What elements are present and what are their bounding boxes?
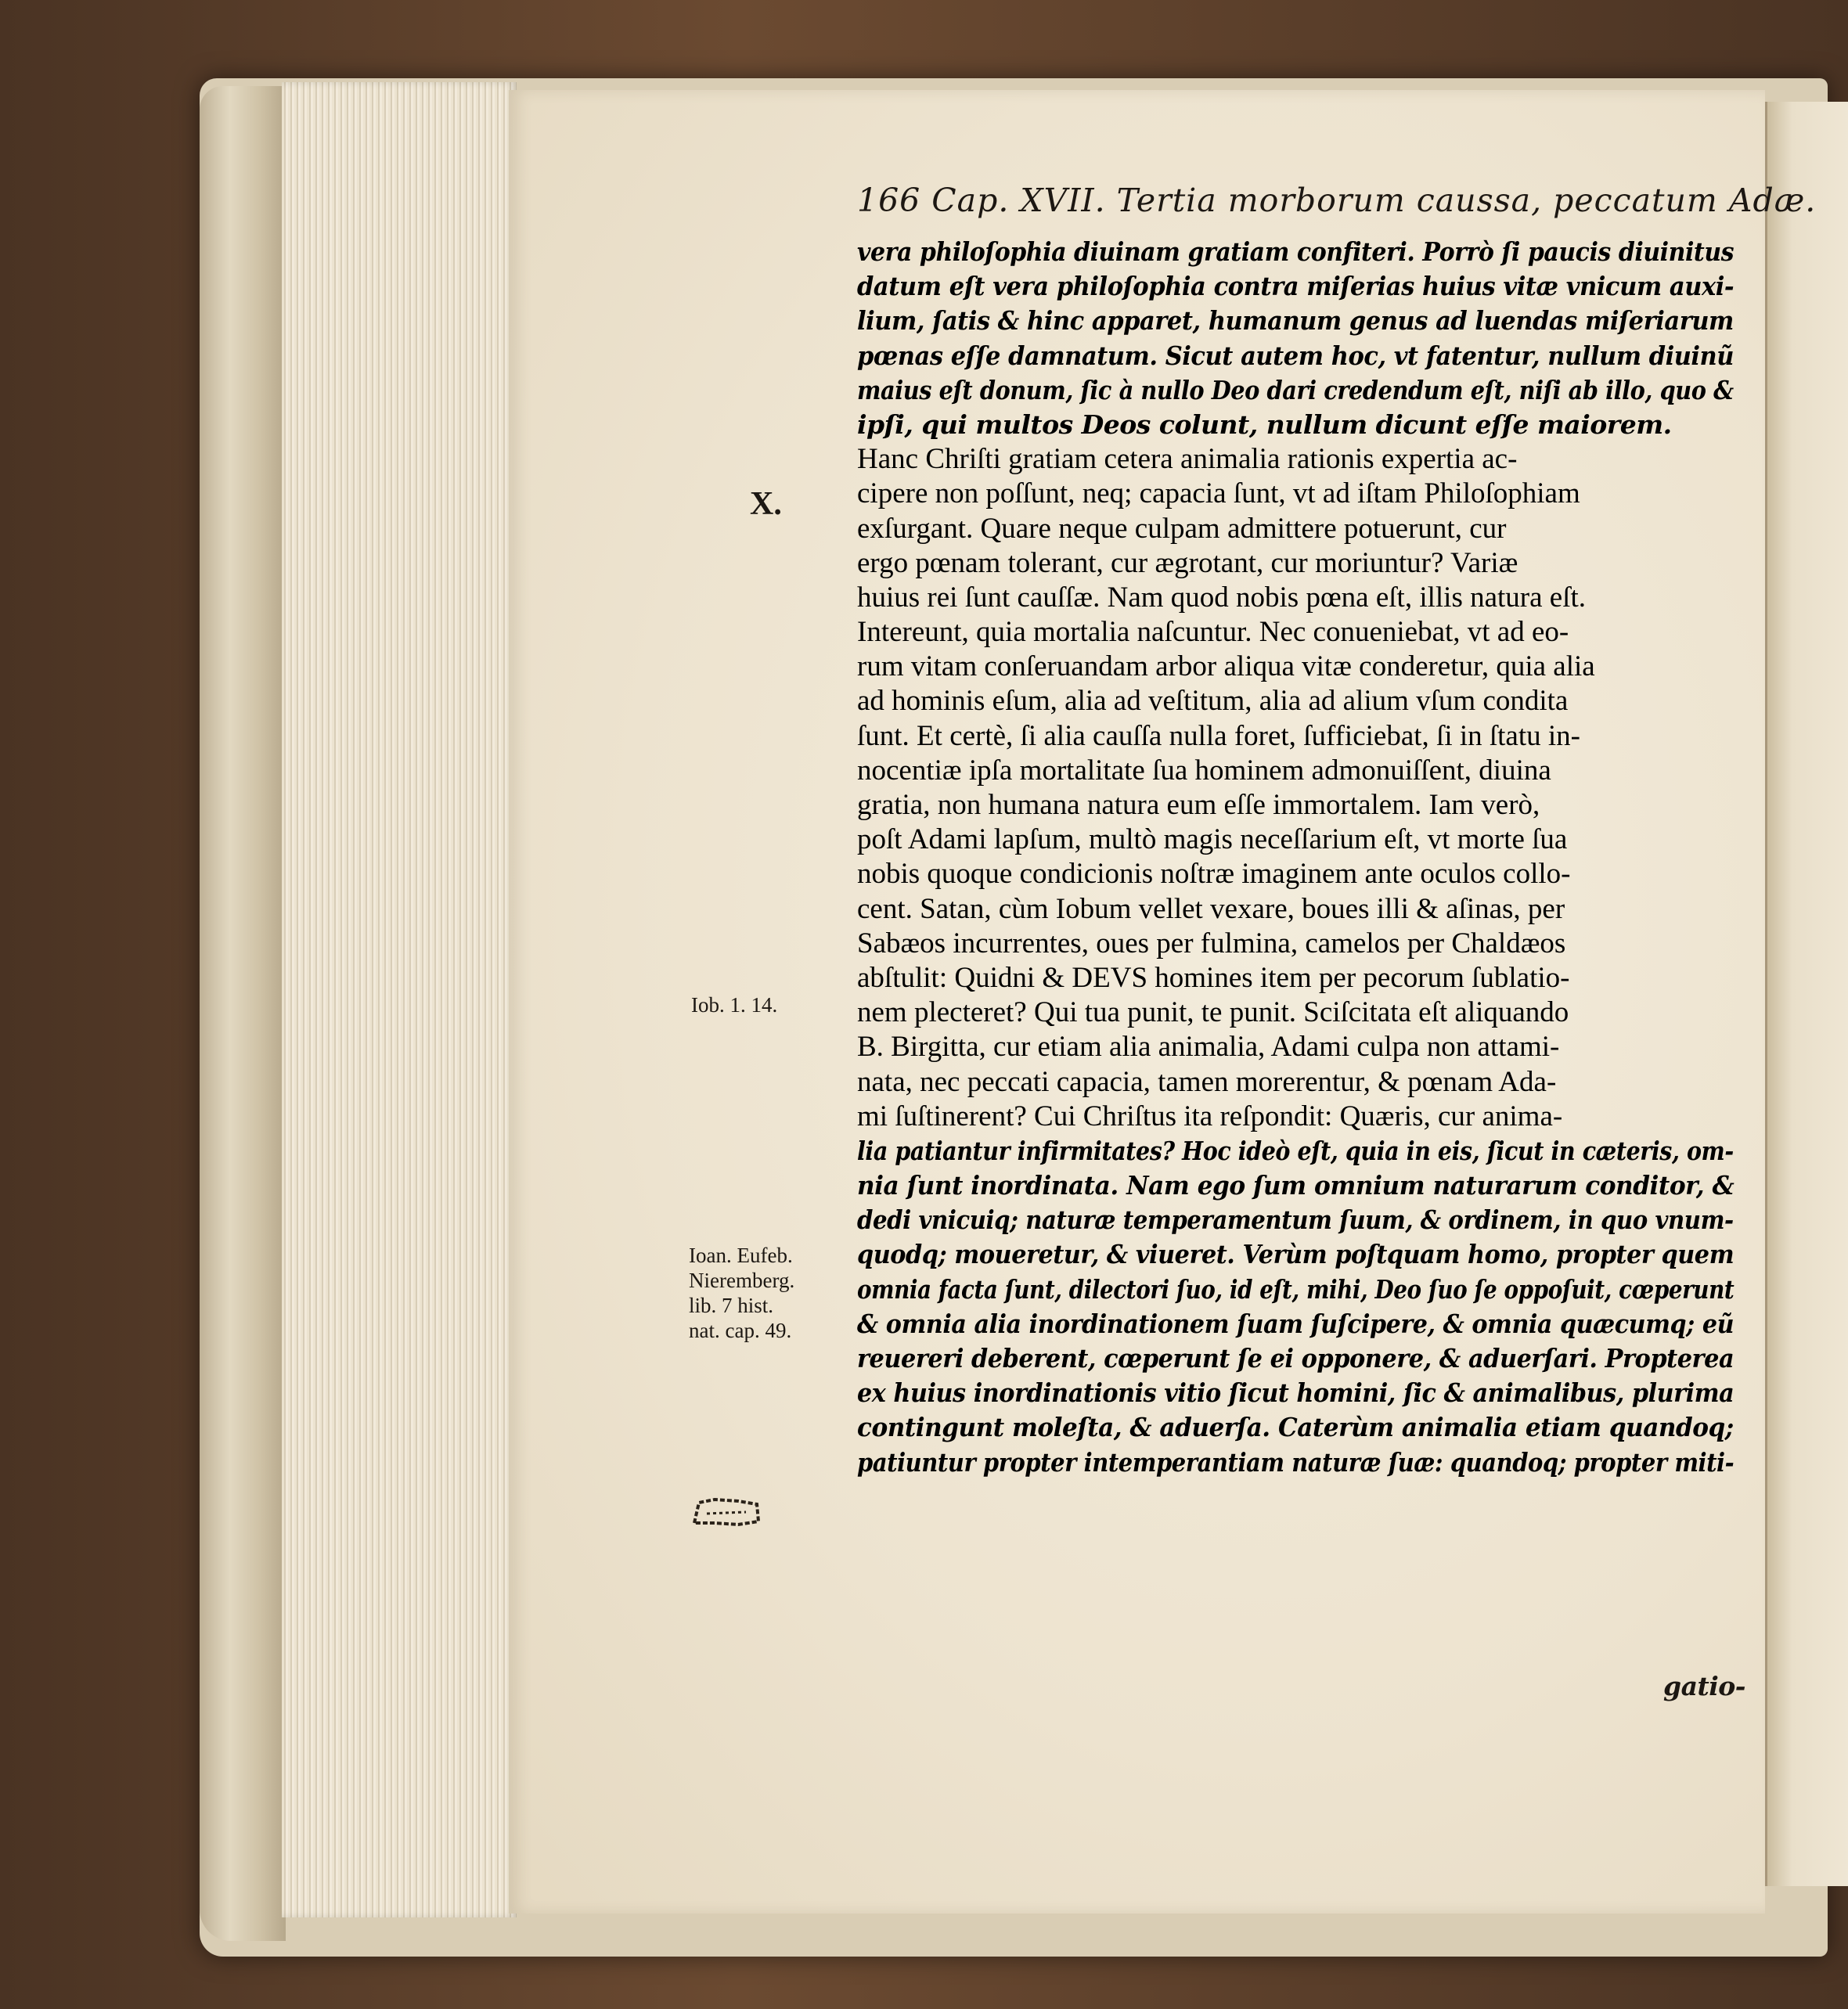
text-line: contingunt moleſta, & aduerſa. Caterùm animalia etiam quandoq;	[857, 1412, 1734, 1443]
margin-section-number: X.	[750, 486, 782, 522]
page-edges	[282, 82, 517, 1917]
text-line: nia ſunt inordinata. Nam ego ſum omnium naturarum conditor, &	[857, 1170, 1735, 1201]
text-line: poſt Adami lapſum, multò magis neceſſarium eſt, vt morte ſua	[857, 823, 1568, 856]
running-head: 166 Cap. XVII. Tertia morborum caussa, peccatum Adæ.	[857, 182, 1817, 219]
text-line: patiuntur propter intemperantiam naturæ ſuæ: quandoq; propter miti-	[857, 1446, 1735, 1478]
text-line: rum vitam conſeruandam arbor aliqua vitæ conderetur, quia alia	[857, 650, 1595, 683]
text-line: ex huius inordinationis vitio ſicut homini, ſic & animalibus, plurima	[857, 1377, 1735, 1409]
margin-reference-nieremberg	[689, 1243, 794, 1343]
margin-ref-line: nat. cap. 49.	[689, 1319, 792, 1342]
text-line: & omnia alia inordinationem ſuam ſuſcipere, & omnia quæcumq; eũ	[857, 1308, 1735, 1339]
text-line: nata, nec peccati capacia, tamen morerentur, & pœnam Ada-	[857, 1065, 1557, 1098]
text-line: quodq; moueretur, & viueret. Verùm poſtquam homo, propter quem	[857, 1239, 1735, 1270]
text-line: mi ſuſtinerent? Cui Chriſtus ita reſpondit: Quæris, cur anima-	[857, 1100, 1563, 1132]
text-line: ſunt. Et certè, ſi alia cauſſa nulla foret, ſufficiebat, ſi in ſtatu in-	[857, 719, 1580, 752]
text-line: lium, ſatis & hinc apparet, humanum genus ad luendas miſeriarum	[857, 305, 1734, 337]
text-line: exſurgant. Quare neque culpam admittere potuerunt, cur	[857, 512, 1507, 545]
text-line: vera philoſophia diuinam gratiam confiteri. Porrò ſi paucis diuinitus	[857, 236, 1735, 267]
text-line: cent. Satan, cùm Iobum vellet vexare, boues illi & aſinas, per	[857, 892, 1565, 925]
text-line: nocentiæ ipſa mortalitate ſua hominem admonuiſſent, diuina	[857, 754, 1551, 787]
facing-page-edge	[1765, 102, 1848, 1886]
catchword: gatio-	[1663, 1671, 1745, 1701]
text-line: abſtulit: Quidni & DEVS homines item per pecorum ſublatio-	[857, 961, 1570, 994]
main-text-block	[857, 235, 1734, 1480]
margin-ref-line: Ioan. Eufeb.	[689, 1244, 793, 1267]
text-line: pœnas eſſe damnatum. Sicut autem hoc, vt fatentur, nullum diuinũ	[857, 340, 1735, 371]
text-line: dedi vnicuiq; naturæ temperamentum ſuum, & ordinem, in quo vnum-	[857, 1204, 1734, 1236]
text-line: Hanc Chriſti gratiam cetera animalia rationis expertia ac-	[857, 443, 1518, 476]
margin-ref-line: Nieremberg.	[689, 1269, 795, 1292]
text-line: omnia facta ſunt, dilectori ſuo, id eſt, mihi, Deo ſuo ſe oppoſuit, cœperunt	[857, 1273, 1735, 1305]
book-spine	[200, 86, 286, 1941]
text-line: ergo pœnam tolerant, cur ægrotant, cur moriuntur? Variæ	[857, 546, 1518, 579]
text-line: gratia, non humana natura eum eſſe immortalem. Iam verò,	[857, 789, 1540, 821]
margin-ref-line: lib. 7 hist.	[689, 1294, 774, 1317]
text-line: Intereunt, quia mortalia naſcuntur. Nec conueniebat, vt ad eo-	[857, 616, 1569, 649]
library-stamp-mark	[691, 1496, 762, 1528]
margin-reference-job: Iob. 1. 14.	[691, 993, 778, 1017]
text-line: lia patiantur infirmitates? Hoc ideò eſt, quia in eis, ſicut in cæteris, om-	[857, 1135, 1734, 1166]
text-line: ad hominis eſum, alia ad veſtitum, alia ad alium vſum condita	[857, 685, 1569, 718]
text-line: ipſi, qui multos Deos colunt, nullum dicunt eſſe maiorem.	[857, 409, 1672, 440]
text-line: B. Birgitta, cur etiam alia animalia, Adami culpa non attami-	[857, 1031, 1560, 1064]
text-line: nem plecteret? Qui tua punit, te punit. Sciſcitata eſt aliquando	[857, 996, 1569, 1029]
text-line: huius rei ſunt cauſſæ. Nam quod nobis pœna eſt, illis natura eſt.	[857, 581, 1587, 614]
text-line: Sabæos incurrentes, oues per fulmina, camelos per Chaldæos	[857, 927, 1566, 959]
text-line: reuereri deberent, cœperunt ſe ei opponere, & aduerſari. Propterea	[857, 1343, 1735, 1374]
text-line: cipere non poſſunt, neq; capacia ſunt, vt ad iſtam Philoſophiam	[857, 477, 1580, 510]
text-line: maius eſt donum, ſic à nullo Deo dari credendum eſt, niſi ab illo, quo &	[857, 374, 1734, 405]
text-line: nobis quoque condicionis noſtræ imaginem ante oculos collo-	[857, 858, 1571, 891]
text-line: datum eſt vera philoſophia contra miſerias huius vitæ vnicum auxi-	[857, 271, 1735, 302]
